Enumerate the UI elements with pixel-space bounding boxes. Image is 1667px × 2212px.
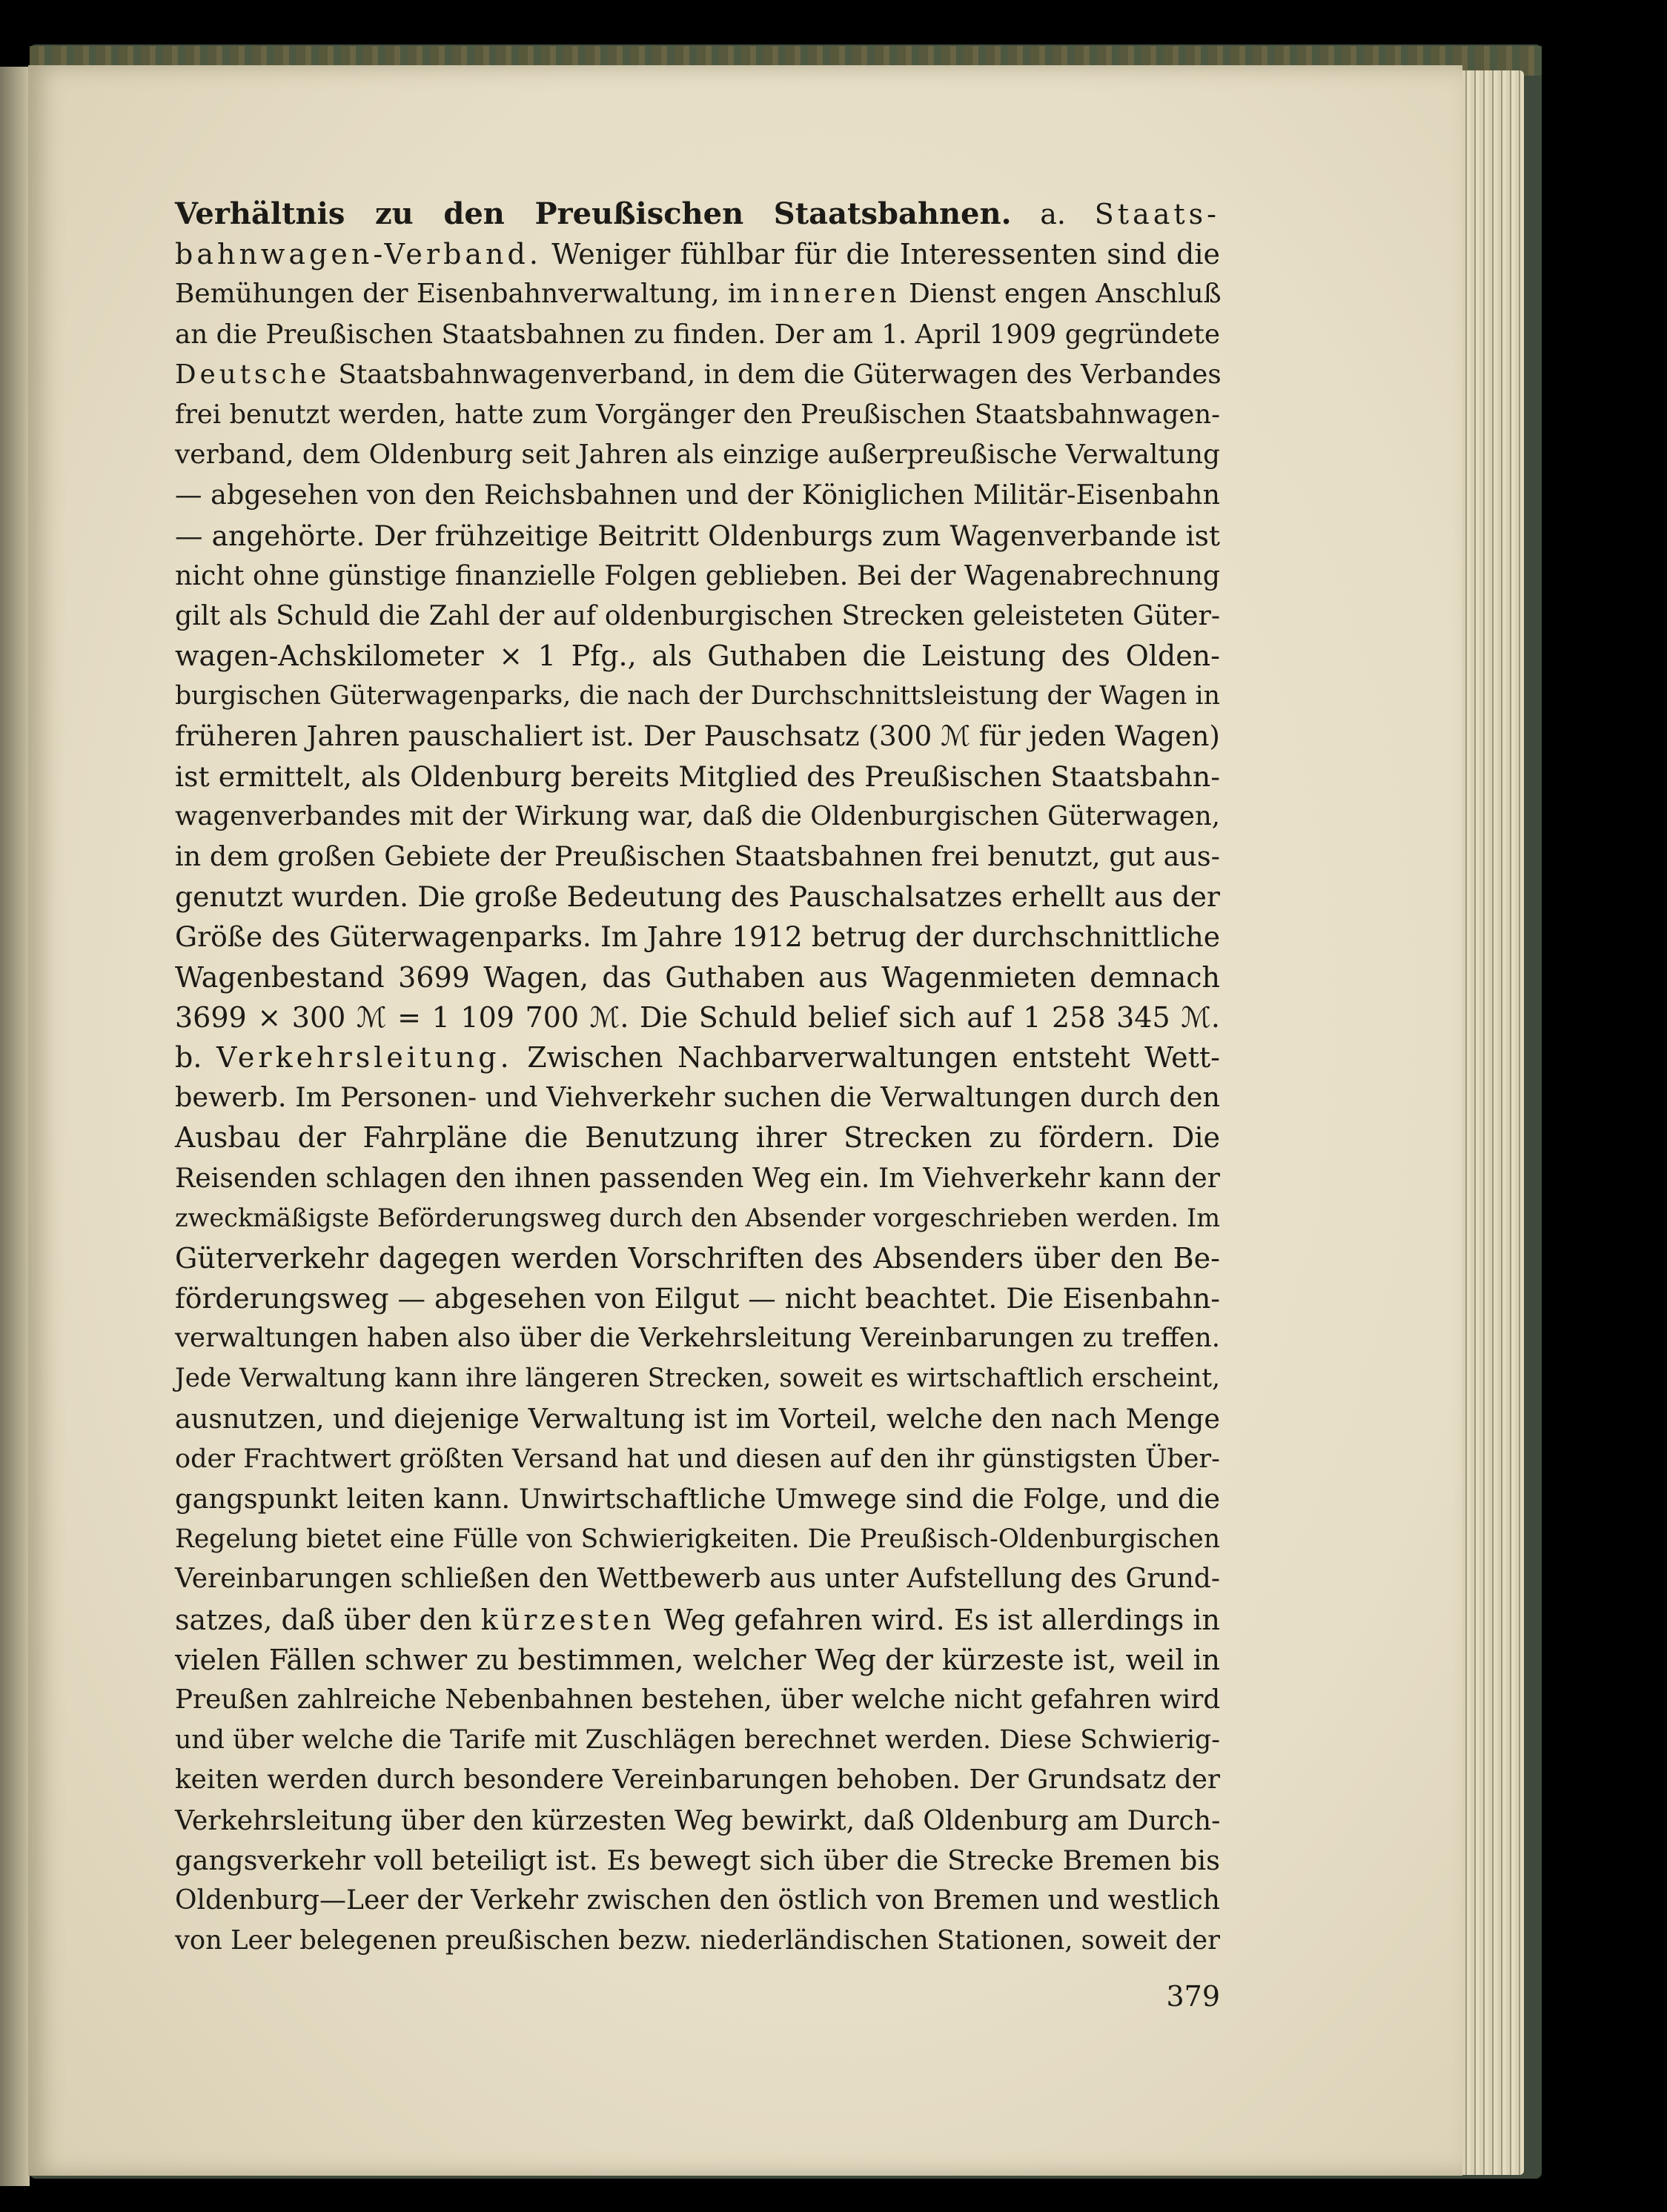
text-segment: 3699 × 300 ℳ = 1 109 700 ℳ. Die Schuld belief sich auf 1 258 345 ℳ.	[175, 1000, 1220, 1034]
text-segment: Weniger fühlbar für die Interessenten sind die	[541, 238, 1220, 271]
text-segment: ausnutzen, und diejenige Verwaltung ist im Vorteil, welche den nach Menge	[175, 1402, 1220, 1435]
text-line	[175, 556, 1220, 596]
section-heading: Verhältnis zu den Preußischen Staatsbahnen.	[175, 196, 1012, 231]
page-number: 379	[1166, 1980, 1220, 2013]
text-line	[175, 1720, 1220, 1760]
text-line	[175, 1037, 1220, 1077]
text-segment: nicht ohne günstige finanzielle Folgen geblieben. Bei der Wagenabrechnung	[175, 559, 1221, 591]
text-segment: Güterverkehr dagegen werden Vorschriften des Absenders über den Be-	[175, 1241, 1220, 1275]
text-segment: Vereinbarungen schließen den Wettbewerb aus unter Aufstellung des Grund-	[175, 1564, 1220, 1595]
spaced-emphasis: inneren	[770, 279, 901, 310]
page-edges-stack	[1453, 70, 1524, 2175]
text-segment: Wagenbestand 3699 Wagen, das Guthaben aus Wagenmieten demnach	[175, 960, 1220, 994]
text-line	[175, 1158, 1220, 1198]
text-segment: Ausbau der Fahrpläne die Benutzung ihrer Strecken zu fördern. Die	[175, 1121, 1220, 1155]
text-line	[175, 596, 1220, 636]
text-segment: oder Frachtwert größten Versand hat und diesen auf den ihr günstigsten Über-	[175, 1444, 1220, 1474]
spaced-emphasis: Verkehrsleitung.	[216, 1040, 513, 1074]
text-segment: Dienst engen Anschluß	[900, 279, 1222, 310]
text-segment: Zwischen Nachbarverwaltungen entsteht Wett-	[512, 1040, 1221, 1074]
text-segment: vielen Fällen schwer zu bestimmen, welcher Weg der kürzeste ist, weil in	[175, 1643, 1221, 1676]
text-segment: an die Preußischen Staatsbahnen zu finden. Der am 1. April 1909 gegründete	[175, 319, 1220, 350]
text-line	[175, 957, 1220, 997]
text-line	[175, 676, 1220, 716]
text-line	[175, 797, 1220, 837]
text-line	[175, 1077, 1220, 1117]
text-line	[175, 1801, 1220, 1841]
text-line	[175, 1117, 1220, 1158]
text-line	[175, 1559, 1220, 1599]
text-segment: früheren Jahren pauschaliert ist. Der Pauschsatz (300 ℳ für jeden Wagen)	[175, 720, 1220, 753]
text-segment: burgischen Güterwagenparks, die nach der Durchschnittsleistung der Wagen in	[175, 681, 1220, 711]
page-body	[175, 194, 1220, 1961]
text-segment: gilt als Schuld die Zahl der auf oldenburgischen Strecken geleisteten Güter-	[175, 599, 1221, 631]
text-line	[175, 234, 1220, 274]
text-segment: satzes, daß über den	[175, 1603, 481, 1636]
text-segment: und über welche die Tarife mit Zuschlägen berechnet werden. Diese Schwierig-	[175, 1725, 1220, 1756]
text-segment: von Leer belegenen preußischen bezw. niederländischen Stationen, soweit der	[175, 1925, 1220, 1956]
text-line	[175, 1358, 1220, 1398]
text-line	[175, 315, 1220, 355]
text-segment: Jede Verwaltung kann ihre längeren Strecken, soweit es wirtschaftlich erscheint,	[175, 1364, 1220, 1394]
text-line	[175, 1921, 1220, 1961]
text-segment: — angehörte. Der frühzeitige Beitritt Oldenburgs zum Wagenverbande ist	[175, 519, 1220, 552]
text-line	[175, 1640, 1220, 1680]
text-segment: Preußen zahlreiche Nebenbahnen bestehen, über welche nicht gefahren wird	[175, 1684, 1221, 1715]
text-line	[175, 435, 1220, 475]
text-segment: wagenverbandes mit der Wirkung war, daß die Oldenburgischen Güterwagen,	[175, 800, 1220, 831]
text-line	[175, 636, 1220, 676]
text-segment: ist ermittelt, als Oldenburg bereits Mitglied des Preußischen Staatsbahn-	[175, 760, 1220, 793]
text-segment: genutzt wurden. Die große Bedeutung des Pauschalsatzes erhellt aus der	[175, 880, 1220, 914]
text-line	[175, 1479, 1220, 1519]
text-line	[175, 1238, 1220, 1278]
text-line	[175, 1198, 1220, 1238]
text-segment: bewerb. Im Personen- und Viehverkehr suchen die Verwaltungen durch den	[175, 1081, 1220, 1114]
text-line	[175, 475, 1220, 515]
text-line	[175, 917, 1220, 957]
text-line	[175, 837, 1220, 877]
text-line	[175, 1439, 1220, 1479]
text-segment: zweckmäßigste Beförderungsweg durch den Absender vorgeschrieben werden. Im	[175, 1203, 1220, 1232]
text-segment: keiten werden durch besondere Vereinbarungen behoben. Der Grundsatz der	[175, 1764, 1220, 1796]
text-segment: gangsverkehr voll beteiligt ist. Es bewegt sich über die Strecke Bremen bis	[175, 1844, 1220, 1876]
spaced-emphasis: Deutsche	[175, 359, 331, 390]
text-line	[175, 395, 1220, 435]
text-segment: b.	[175, 1040, 216, 1074]
text-segment: a.	[1011, 198, 1095, 230]
text-segment: förderungsweg — abgesehen von Eilgut — nicht beachtet. Die Eisenbahn-	[175, 1282, 1220, 1315]
text-line	[175, 757, 1220, 797]
spaced-emphasis: Staats-	[1094, 198, 1220, 230]
text-line	[175, 1600, 1220, 1640]
text-segment: Oldenburg—Leer der Verkehr zwischen den östlich von Bremen und westlich	[175, 1884, 1220, 1916]
text-segment: — abgesehen von den Reichsbahnen und der Königlichen Militär-Eisenbahn	[175, 479, 1220, 511]
text-line	[175, 1881, 1220, 1921]
text-segment: wagen-Achskilometer × 1 Pfg., als Guthaben die Leistung des Olden-	[175, 640, 1220, 673]
text-segment: gangspunkt leiten kann. Unwirtschaftliche Umwege sind die Folge, und die	[175, 1483, 1220, 1515]
previous-page-edge	[0, 67, 30, 2186]
text-line	[175, 1841, 1220, 1881]
text-line	[175, 194, 1220, 234]
text-segment: Weg gefahren wird. Es ist allerdings in	[654, 1603, 1220, 1636]
text-line	[175, 1399, 1220, 1439]
text-line	[175, 355, 1220, 395]
text-line	[175, 274, 1220, 314]
text-line	[175, 716, 1220, 756]
text-segment: Bemühungen der Eisenbahnverwaltung, im	[175, 279, 771, 310]
spaced-emphasis: kürzesten	[480, 1603, 655, 1636]
text-segment: frei benutzt werden, hatte zum Vorgänger den Preußischen Staatsbahnwagen-	[175, 399, 1220, 430]
text-line	[175, 516, 1220, 556]
text-segment: Größe des Güterwagenparks. Im Jahre 1912 betrug der durchschnittliche	[175, 920, 1220, 954]
text-segment: verwaltungen haben also über die Verkehrsleitung Vereinbarungen zu treffen.	[175, 1323, 1220, 1354]
text-segment: Reisenden schlagen den ihnen passenden Weg ein. Im Viehverkehr kann der	[175, 1161, 1220, 1194]
text-line	[175, 877, 1220, 917]
text-segment: verband, dem Oldenburg seit Jahren als einzige außerpreußische Verwaltung	[175, 439, 1220, 471]
text-line	[175, 1519, 1220, 1559]
spaced-emphasis: bahnwagen-Verband.	[175, 238, 542, 271]
text-segment: Regelung bietet eine Fülle von Schwierigkeiten. Die Preußisch-Oldenburgischen	[175, 1524, 1220, 1555]
text-line	[175, 1318, 1220, 1358]
text-line	[175, 997, 1220, 1037]
text-line	[175, 1760, 1220, 1800]
text-line	[175, 1680, 1220, 1720]
text-segment: in dem großen Gebiete der Preußischen Staatsbahnen frei benutzt, gut aus-	[175, 840, 1220, 872]
text-line	[175, 1278, 1220, 1318]
text-segment: Staatsbahnwagenverband, in dem die Güterwagen des Verbandes	[330, 359, 1222, 390]
text-segment: Verkehrsleitung über den kürzesten Weg bewirkt, daß Oldenburg am Durch-	[175, 1804, 1221, 1836]
